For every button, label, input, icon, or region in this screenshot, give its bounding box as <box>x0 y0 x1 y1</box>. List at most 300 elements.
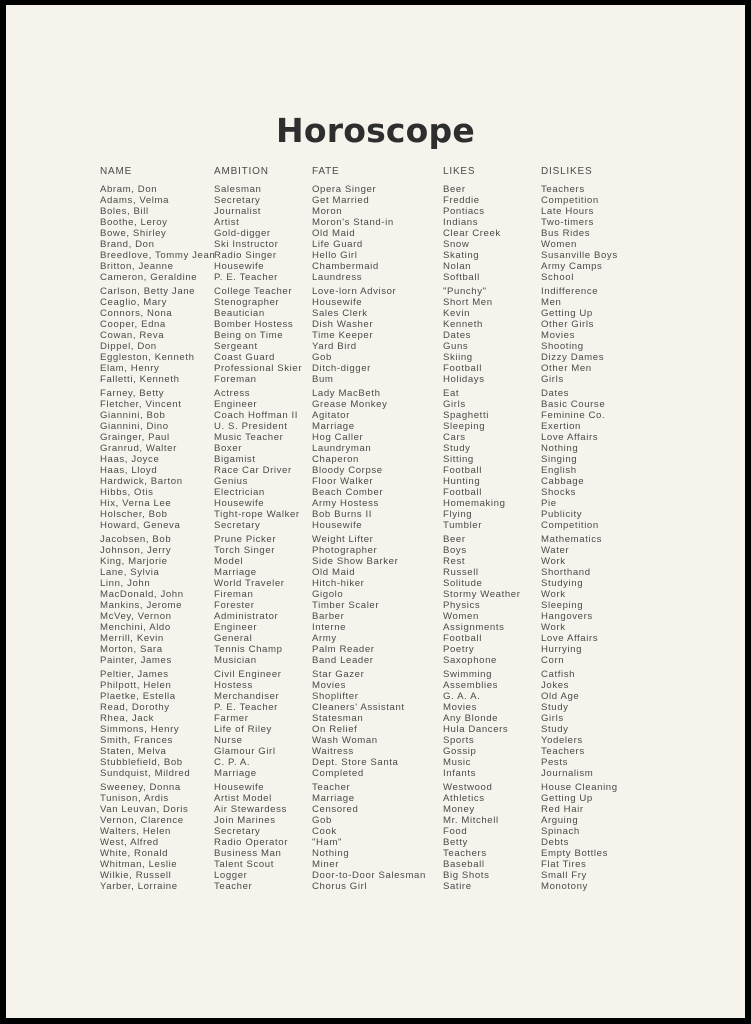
likes-column <box>443 165 521 892</box>
likes-cell: G. A. A. <box>443 691 481 702</box>
name-cell: Boothe, Leroy <box>100 217 168 228</box>
dislikes-header: DISLIKES <box>541 166 593 177</box>
ambition-cell: Join Marines <box>214 815 276 826</box>
ambition-cell: Musician <box>214 655 257 666</box>
name-cell: Haas, Joyce <box>100 454 160 465</box>
name-cell: Ceaglio, Mary <box>100 297 167 308</box>
likes-cell: Girls <box>443 399 466 410</box>
dislikes-cell: Love Affairs <box>541 432 599 443</box>
dislikes-cell: Small Fry <box>541 870 587 881</box>
dislikes-cell: Old Age <box>541 691 580 702</box>
likes-cell: Short Men <box>443 297 493 308</box>
likes-cell: Cars <box>443 432 466 443</box>
likes-cell: Poetry <box>443 644 475 655</box>
fate-cell: Waitress <box>312 746 354 757</box>
likes-cell: Kevin <box>443 308 470 319</box>
fate-cell: Old Maid <box>312 567 356 578</box>
fate-cell: Weight Lifter <box>312 534 374 545</box>
name-cell: Hix, Verna Lee <box>100 498 172 509</box>
ambition-cell: Stenographer <box>214 297 280 308</box>
ambition-cell: Bigamist <box>214 454 256 465</box>
fate-cell: Completed <box>312 768 364 779</box>
ambition-cell: Journalist <box>214 206 262 217</box>
name-cell: West, Alfred <box>100 837 159 848</box>
likes-cell: Sitting <box>443 454 474 465</box>
name-cell: Simmons, Henry <box>100 724 180 735</box>
fate-cell: Gob <box>312 352 332 363</box>
fate-cell: Time Keeper <box>312 330 374 341</box>
ambition-cell: Air Stewardess <box>214 804 287 815</box>
dislikes-cell: Women <box>541 239 577 250</box>
likes-cell: Infants <box>443 768 476 779</box>
dislikes-cell: Other Men <box>541 363 592 374</box>
likes-cell: "Punchy" <box>443 286 487 297</box>
fate-cell: Interne <box>312 622 347 633</box>
fate-cell: Nothing <box>312 848 350 859</box>
likes-cell: Physics <box>443 600 481 611</box>
name-cell: Yarber, Lorraine <box>100 881 178 892</box>
ambition-cell: Life of Riley <box>214 724 272 735</box>
fate-cell: Laundress <box>312 272 363 283</box>
likes-cell: Hula Dancers <box>443 724 509 735</box>
fate-cell: Old Maid <box>312 228 356 239</box>
dislikes-cell: Army Camps <box>541 261 603 272</box>
ambition-cell: Engineer <box>214 399 258 410</box>
ambition-cell: P. E. Teacher <box>214 272 278 283</box>
likes-cell: Softball <box>443 272 480 283</box>
name-cell: Bowe, Shirley <box>100 228 167 239</box>
dislikes-cell: Pests <box>541 757 568 768</box>
ambition-cell: Radio Singer <box>214 250 277 261</box>
name-cell: Painter, James <box>100 655 172 666</box>
likes-cell: Stormy Weather <box>443 589 521 600</box>
ambition-cell: Being on Time <box>214 330 284 341</box>
name-cell: Menchini, Aldo <box>100 622 171 633</box>
fate-cell: Get Married <box>312 195 370 206</box>
ambition-cell: Coast Guard <box>214 352 275 363</box>
name-cell: Plaetke, Estella <box>100 691 176 702</box>
ambition-cell: Marriage <box>214 567 257 578</box>
ambition-cell: Secretary <box>214 195 261 206</box>
likes-cell: Food <box>443 826 468 837</box>
likes-cell: Pontiacs <box>443 206 485 217</box>
dislikes-cell: Debts <box>541 837 570 848</box>
likes-cell: Nolan <box>443 261 472 272</box>
name-cell: Philpott, Helen <box>100 680 172 691</box>
name-cell: Van Leuvan, Doris <box>100 804 189 815</box>
dislikes-cell: Publicity <box>541 509 583 520</box>
ambition-cell: Logger <box>214 870 248 881</box>
ambition-cell: Model <box>214 556 244 567</box>
ambition-cell: Secretary <box>214 520 261 531</box>
fate-cell: Life Guard <box>312 239 363 250</box>
name-cell: Grainger, Paul <box>100 432 170 443</box>
fate-cell: Grease Monkey <box>312 399 388 410</box>
name-cell: Peltier, James <box>100 669 169 680</box>
likes-cell: Eat <box>443 388 460 399</box>
dislikes-cell: Bus Rides <box>541 228 591 239</box>
fate-cell: Yard Bird <box>312 341 357 352</box>
name-cell: Wilkie, Russell <box>100 870 172 881</box>
dislikes-cell: Love Affairs <box>541 633 599 644</box>
likes-cell: Beer <box>443 534 466 545</box>
ambition-cell: Sergeant <box>214 341 258 352</box>
yearbook-page <box>6 5 745 1018</box>
dislikes-cell: School <box>541 272 574 283</box>
ambition-cell: Housewife <box>214 782 265 793</box>
dislikes-cell: English <box>541 465 577 476</box>
ambition-cell: World Traveler <box>214 578 285 589</box>
ambition-cell: Merchandiser <box>214 691 280 702</box>
likes-cell: Any Blonde <box>443 713 499 724</box>
name-cell: White, Ronald <box>100 848 169 859</box>
dislikes-cell: Susanville Boys <box>541 250 618 261</box>
ambition-cell: Boxer <box>214 443 243 454</box>
ambition-cell: Bomber Hostess <box>214 319 294 330</box>
fate-cell: Cook <box>312 826 337 837</box>
dislikes-cell: Movies <box>541 330 575 341</box>
ambition-cell: College Teacher <box>214 286 293 297</box>
name-cell: Mankins, Jerome <box>100 600 183 611</box>
fate-cell: Lady MacBeth <box>312 388 381 399</box>
fate-cell: Hitch-hiker <box>312 578 365 589</box>
dislikes-cell: Girls <box>541 713 564 724</box>
ambition-cell: Tight-rope Walker <box>214 509 300 520</box>
name-cell: Read, Dorothy <box>100 702 170 713</box>
ambition-cell: Electrician <box>214 487 265 498</box>
likes-cell: Football <box>443 363 482 374</box>
name-cell: Falletti, Kenneth <box>100 374 180 385</box>
fate-cell: Side Show Barker <box>312 556 399 567</box>
fate-cell: Sales Clerk <box>312 308 368 319</box>
likes-cell: Athletics <box>443 793 485 804</box>
likes-header: LIKES <box>443 166 476 177</box>
fate-cell: Censored <box>312 804 359 815</box>
likes-cell: Spaghetti <box>443 410 489 421</box>
fate-cell: Hello Girl <box>312 250 358 261</box>
fate-cell: Miner <box>312 859 339 870</box>
ambition-cell: Torch Singer <box>214 545 276 556</box>
dislikes-cell: House Cleaning <box>541 782 618 793</box>
likes-cell: Money <box>443 804 475 815</box>
name-cell: Connors, Nona <box>100 308 173 319</box>
fate-cell: On Relief <box>312 724 358 735</box>
likes-cell: Movies <box>443 702 477 713</box>
fate-cell: Door-to-Door Salesman <box>312 870 426 881</box>
name-column <box>100 165 215 892</box>
dislikes-cell: Dizzy Dames <box>541 352 605 363</box>
likes-cell: Sleeping <box>443 421 486 432</box>
likes-cell: Tumbler <box>443 520 483 531</box>
dislikes-cell: Feminine Co. <box>541 410 606 421</box>
ambition-cell: Gold-digger <box>214 228 271 239</box>
ambition-cell: Administrator <box>214 611 279 622</box>
likes-cell: Baseball <box>443 859 485 870</box>
fate-cell: Agitator <box>312 410 350 421</box>
name-cell: Jacobsen, Bob <box>100 534 172 545</box>
fate-cell: Bob Burns II <box>312 509 372 520</box>
dislikes-cell: Cabbage <box>541 476 585 487</box>
fate-cell: Palm Reader <box>312 644 375 655</box>
fate-column <box>312 165 426 892</box>
likes-cell: Clear Creek <box>443 228 501 239</box>
ambition-cell: Artist Model <box>214 793 272 804</box>
fate-cell: "Ham" <box>312 837 343 848</box>
name-cell: Staten, Melva <box>100 746 167 757</box>
name-cell: King, Marjorie <box>100 556 168 567</box>
dislikes-cell: Spinach <box>541 826 580 837</box>
name-cell: Cooper, Edna <box>100 319 166 330</box>
likes-cell: Guns <box>443 341 469 352</box>
fate-cell: Moron's Stand-in <box>312 217 394 228</box>
fate-cell: Gigolo <box>312 589 344 600</box>
name-cell: Sundquist, Mildred <box>100 768 191 779</box>
likes-cell: Russell <box>443 567 479 578</box>
dislikes-cell: Study <box>541 702 569 713</box>
ambition-cell: Glamour Girl <box>214 746 276 757</box>
fate-cell: Ditch-digger <box>312 363 371 374</box>
name-cell: Hardwick, Barton <box>100 476 183 487</box>
name-cell: Sweeney, Donna <box>100 782 181 793</box>
dislikes-column <box>541 165 618 892</box>
dislikes-cell: Two-timers <box>541 217 594 228</box>
fate-cell: Housewife <box>312 520 363 531</box>
dislikes-cell: Yodelers <box>541 735 583 746</box>
ambition-cell: C. P. A. <box>214 757 251 768</box>
ambition-cell: Foreman <box>214 374 257 385</box>
likes-cell: Study <box>443 443 471 454</box>
likes-cell: Assignments <box>443 622 505 633</box>
ambition-cell: Housewife <box>214 498 265 509</box>
ambition-cell: General <box>214 633 253 644</box>
likes-cell: Assemblies <box>443 680 499 691</box>
ambition-cell: Talent Scout <box>214 859 274 870</box>
dislikes-cell: Nothing <box>541 443 579 454</box>
ambition-header: AMBITION <box>214 166 269 177</box>
likes-cell: Kenneth <box>443 319 483 330</box>
dislikes-cell: Flat Tires <box>541 859 587 870</box>
name-header: NAME <box>100 166 133 177</box>
fate-cell: Chambermaid <box>312 261 379 272</box>
likes-cell: Football <box>443 487 482 498</box>
name-cell: Britton, Jeanne <box>100 261 174 272</box>
fate-cell: Movies <box>312 680 346 691</box>
likes-cell: Satire <box>443 881 472 892</box>
ambition-cell: Fireman <box>214 589 254 600</box>
name-cell: Smith, Frances <box>100 735 173 746</box>
ambition-cell: Race Car Driver <box>214 465 292 476</box>
ambition-cell: Salesman <box>214 184 262 195</box>
name-cell: Vernon, Clarence <box>100 815 184 826</box>
dislikes-cell: Exertion <box>541 421 581 432</box>
fate-cell: Love-lorn Advisor <box>312 286 397 297</box>
dislikes-cell: Hangovers <box>541 611 593 622</box>
name-cell: Dippel, Don <box>100 341 157 352</box>
dislikes-cell: Other Girls <box>541 319 594 330</box>
ambition-cell: Tennis Champ <box>214 644 283 655</box>
name-cell: Giannini, Dino <box>100 421 169 432</box>
fate-cell: Laundryman <box>312 443 372 454</box>
likes-cell: Swimming <box>443 669 493 680</box>
ambition-cell: Housewife <box>214 261 265 272</box>
likes-cell: Dates <box>443 330 472 341</box>
fate-cell: Gob <box>312 815 332 826</box>
dislikes-cell: Men <box>541 297 562 308</box>
name-cell: Breedlove, Tommy Jean <box>100 250 216 261</box>
likes-cell: Saxophone <box>443 655 497 666</box>
dislikes-cell: Monotony <box>541 881 588 892</box>
likes-cell: Gossip <box>443 746 477 757</box>
dislikes-cell: Red Hair <box>541 804 584 815</box>
fate-cell: Bloody Corpse <box>312 465 383 476</box>
dislikes-cell: Shorthand <box>541 567 591 578</box>
name-cell: Linn, John <box>100 578 151 589</box>
fate-cell: Floor Walker <box>312 476 374 487</box>
fate-cell: Teacher <box>312 782 351 793</box>
likes-cell: Rest <box>443 556 466 567</box>
ambition-cell: P. E. Teacher <box>214 702 278 713</box>
likes-cell: Hunting <box>443 476 481 487</box>
name-cell: Lane, Sylvia <box>100 567 160 578</box>
ambition-cell: Coach Hoffman II <box>214 410 299 421</box>
fate-cell: Photographer <box>312 545 378 556</box>
fate-cell: Bum <box>312 374 334 385</box>
ambition-column <box>214 165 302 892</box>
likes-cell: Betty <box>443 837 468 848</box>
fate-cell: Timber Scaler <box>312 600 380 611</box>
likes-cell: Beer <box>443 184 466 195</box>
name-cell: Carlson, Betty Jane <box>100 286 196 297</box>
dislikes-cell: Corn <box>541 655 565 666</box>
ambition-cell: Engineer <box>214 622 258 633</box>
dislikes-cell: Hurrying <box>541 644 583 655</box>
fate-cell: Housewife <box>312 297 363 308</box>
name-cell: MacDonald, John <box>100 589 184 600</box>
name-cell: Brand, Don <box>100 239 155 250</box>
dislikes-cell: Competition <box>541 520 599 531</box>
likes-cell: Snow <box>443 239 470 250</box>
name-cell: Merrill, Kevin <box>100 633 164 644</box>
fate-cell: Wash Woman <box>312 735 378 746</box>
dislikes-cell: Study <box>541 724 569 735</box>
fate-cell: Band Leader <box>312 655 374 666</box>
name-cell: Tunison, Ardis <box>100 793 169 804</box>
ambition-cell: Secretary <box>214 826 261 837</box>
dislikes-cell: Mathematics <box>541 534 602 545</box>
likes-cell: Music <box>443 757 472 768</box>
likes-cell: Football <box>443 465 482 476</box>
ambition-cell: Farmer <box>214 713 249 724</box>
dislikes-cell: Work <box>541 589 566 600</box>
fate-cell: Army Hostess <box>312 498 379 509</box>
ambition-cell: Nurse <box>214 735 243 746</box>
dislikes-cell: Teachers <box>541 746 585 757</box>
dislikes-cell: Sleeping <box>541 600 584 611</box>
name-cell: Elam, Henry <box>100 363 160 374</box>
name-cell: Johnson, Jerry <box>100 545 172 556</box>
ambition-cell: Beautician <box>214 308 265 319</box>
dislikes-cell: Teachers <box>541 184 585 195</box>
ambition-cell: Music Teacher <box>214 432 284 443</box>
likes-cell: Big Shots <box>443 870 490 881</box>
dislikes-cell: Getting Up <box>541 308 593 319</box>
dislikes-cell: Empty Bottles <box>541 848 608 859</box>
fate-header: FATE <box>312 166 340 177</box>
fate-cell: Army <box>312 633 337 644</box>
fate-cell: Marriage <box>312 793 355 804</box>
name-cell: Morton, Sara <box>100 644 163 655</box>
ambition-cell: Radio Operator <box>214 837 288 848</box>
name-cell: Hibbs, Otis <box>100 487 154 498</box>
likes-cell: Sports <box>443 735 475 746</box>
ambition-cell: Forester <box>214 600 255 611</box>
name-cell: Eggleston, Kenneth <box>100 352 195 363</box>
fate-cell: Star Gazer <box>312 669 365 680</box>
fate-cell: Marriage <box>312 421 355 432</box>
dislikes-cell: Late Hours <box>541 206 594 217</box>
ambition-cell: Teacher <box>214 881 253 892</box>
name-cell: Cowan, Reva <box>100 330 165 341</box>
likes-cell: Women <box>443 611 479 622</box>
likes-cell: Teachers <box>443 848 487 859</box>
ambition-cell: Business Man <box>214 848 282 859</box>
page-title: Horoscope <box>276 111 475 150</box>
dislikes-cell: Catfish <box>541 669 576 680</box>
dislikes-cell: Arguing <box>541 815 579 826</box>
likes-cell: Indians <box>443 217 479 228</box>
name-cell: Cameron, Geraldine <box>100 272 198 283</box>
fate-cell: Statesman <box>312 713 364 724</box>
name-cell: Farney, Betty <box>100 388 165 399</box>
dislikes-cell: Shooting <box>541 341 584 352</box>
fate-cell: Chorus Girl <box>312 881 368 892</box>
dislikes-cell: Indifference <box>541 286 599 297</box>
name-cell: Holscher, Bob <box>100 509 168 520</box>
ambition-cell: Prune Picker <box>214 534 277 545</box>
dislikes-cell: Journalism <box>541 768 594 779</box>
fate-cell: Cleaners' Assistant <box>312 702 405 713</box>
dislikes-cell: Shocks <box>541 487 577 498</box>
name-cell: Fletcher, Vincent <box>100 399 182 410</box>
dislikes-cell: Dates <box>541 388 570 399</box>
ambition-cell: Genius <box>214 476 248 487</box>
name-cell: Granrud, Walter <box>100 443 177 454</box>
name-cell: Howard, Geneva <box>100 520 181 531</box>
likes-cell: Homemaking <box>443 498 506 509</box>
fate-cell: Opera Singer <box>312 184 377 195</box>
ambition-cell: Actress <box>214 388 251 399</box>
fate-cell: Hog Caller <box>312 432 364 443</box>
fate-cell: Moron <box>312 206 343 217</box>
fate-cell: Shoplifter <box>312 691 359 702</box>
dislikes-cell: Studying <box>541 578 584 589</box>
dislikes-cell: Basic Course <box>541 399 606 410</box>
ambition-cell: Artist <box>214 217 240 228</box>
name-cell: Boles, Bill <box>100 206 149 217</box>
name-cell: Giannini, Bob <box>100 410 166 421</box>
dislikes-cell: Work <box>541 622 566 633</box>
dislikes-cell: Jokes <box>541 680 570 691</box>
ambition-cell: U. S. President <box>214 421 288 432</box>
name-cell: Whitman, Leslie <box>100 859 178 870</box>
ambition-cell: Ski Instructor <box>214 239 279 250</box>
dislikes-cell: Girls <box>541 374 564 385</box>
dislikes-cell: Competition <box>541 195 599 206</box>
fate-cell: Chaperon <box>312 454 359 465</box>
dislikes-cell: Getting Up <box>541 793 593 804</box>
likes-cell: Skiing <box>443 352 473 363</box>
name-cell: Abram, Don <box>100 184 158 195</box>
